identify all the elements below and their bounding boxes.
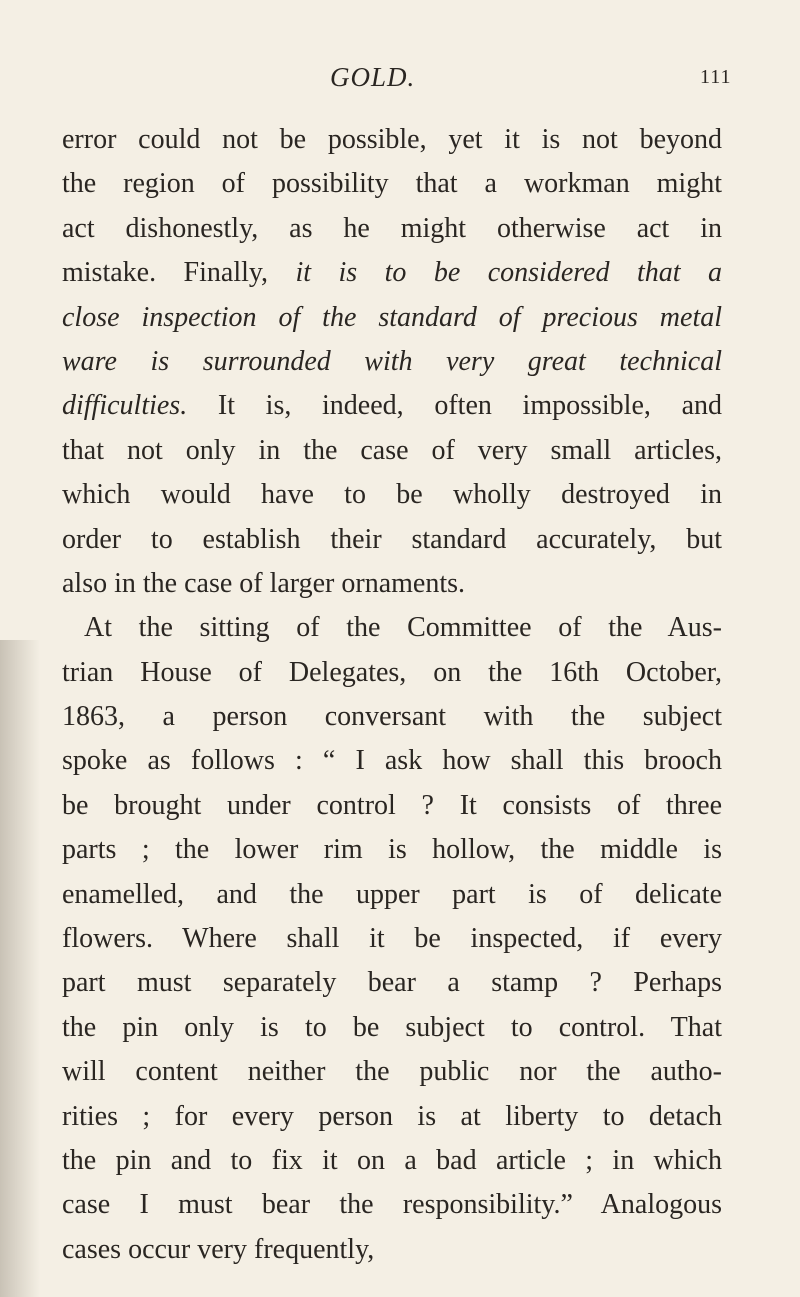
body-text	[62, 118, 722, 1272]
text-line: which would have to be wholly destroyed in	[62, 479, 722, 511]
text-line: enamelled, and the upper part is of delicate	[62, 878, 722, 910]
text-line: order to establish their standard accurately, but	[62, 523, 722, 555]
text-line: be brought under control ? It consists of three	[62, 789, 722, 821]
text-line: parts ; the lower rim is hollow, the middle is	[62, 834, 722, 866]
italic-emphasis: close inspection of the standard of precious metal	[62, 301, 722, 333]
text-line	[62, 340, 722, 384]
text-line: 1863, a person conversant with the subject	[62, 701, 722, 733]
text-line: cases occur very frequently,	[62, 1233, 375, 1265]
text-line: the pin only is to be subject to control. That	[62, 1011, 722, 1043]
text-line: error could not be possible, yet it is not beyond	[62, 124, 722, 155]
text-line: rities ; for every person is at liberty to detach	[62, 1100, 722, 1132]
text-line: will content neither the public nor the autho-	[62, 1056, 722, 1088]
text-line: also in the case of larger ornaments.	[62, 567, 466, 599]
text-line: difficulties. It is, indeed, often impossible, and	[62, 390, 722, 422]
paragraph-first-line: At the sitting of the Committee of the Aus-	[84, 612, 722, 644]
text-line: the pin and to fix it on a bad article ; in which	[62, 1144, 722, 1176]
text-line: mistake. Finally, it is to be considered that a	[62, 257, 722, 289]
italic-emphasis: it is to be considered that a	[295, 257, 722, 289]
text-line: flowers. Where shall it be inspected, if every	[62, 923, 722, 955]
running-title: GOLD.	[330, 62, 416, 92]
text-line: act dishonestly, as he might otherwise act in	[62, 212, 722, 244]
text-line: case I must bear the responsibility.” Analogous	[62, 1189, 722, 1221]
text-line	[62, 296, 722, 340]
text-line: part must separately bear a stamp ? Perhaps	[62, 967, 722, 999]
text-line: spoke as follows : “ I ask how shall this brooch	[62, 745, 722, 777]
text-line: trian House of Delegates, on the 16th October,	[62, 656, 722, 688]
running-head	[0, 62, 800, 102]
text-line: the region of possibility that a workman might	[62, 168, 722, 200]
italic-emphasis: ware is surrounded with very great technical	[62, 345, 722, 377]
italic-emphasis: difficulties.	[62, 390, 188, 422]
page-edge-shadow	[0, 640, 40, 1297]
text-line: that not only in the case of very small articles,	[62, 434, 722, 466]
page-number: 111	[700, 66, 732, 88]
